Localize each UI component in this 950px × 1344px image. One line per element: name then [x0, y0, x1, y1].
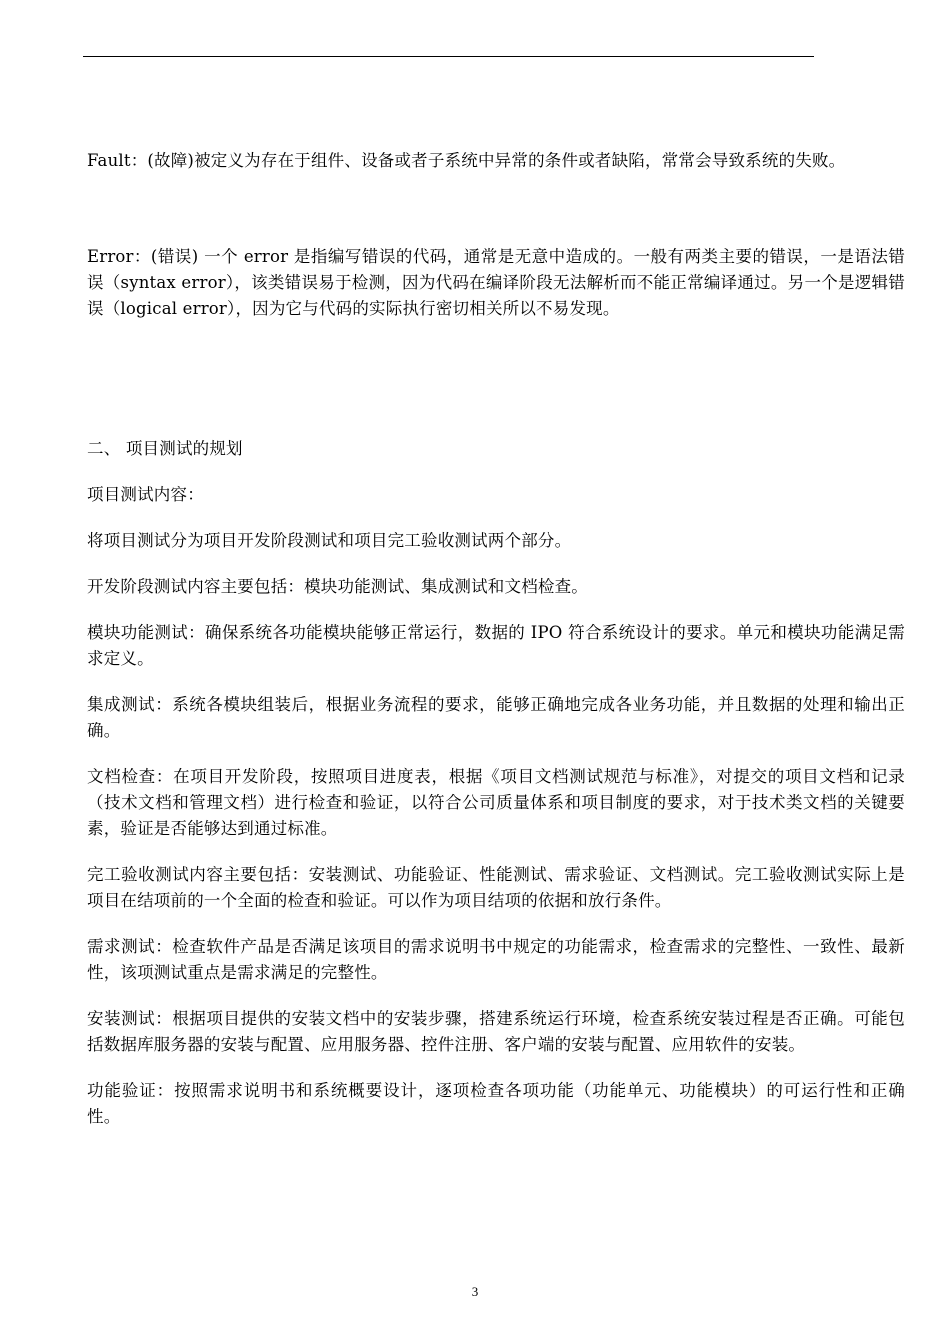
header-rule [83, 56, 814, 57]
paragraph-install: 安装测试：根据项目提供的安装文档中的安装步骤，搭建系统运行环境，检查系统安装过程是否正确。可能包括数据库服务器的安装与配置、应用服务器、控件注册、客户端的安装与配置、应用软件的安装。 [87, 1009, 905, 1054]
document-body [87, 148, 905, 1130]
paragraph-module-test: 模块功能测试：确保系统各功能模块能够正常运行，数据的 IPO 符合系统设计的要求。单元和模块功能满足需求定义。 [87, 623, 905, 668]
paragraph-integration: 集成测试：系统各模块组装后，根据业务流程的要求，能够正确地完成各业务功能，并且数据的处理和输出正确。 [87, 695, 905, 740]
paragraph-split: 将项目测试分为项目开发阶段测试和项目完工验收测试两个部分。 [87, 531, 572, 550]
page-number: 3 [471, 1284, 479, 1299]
paragraph-error: Error：(错误) 一个 error 是指编写错误的代码，通常是无意中造成的。一般有两类主要的错误，一是语法错误（syntax error），该类错误易于检测，因为代码在编译阶段无法解析而不能正常编译通过。另一个是逻辑错误（logical error），因为它与代码的实际执行密切相关所以不易发现。 [87, 247, 905, 318]
paragraph-dev-stage: 开发阶段测试内容主要包括：模块功能测试、集成测试和文档检查。 [87, 577, 588, 596]
paragraph-doc-check: 文档检查：在项目开发阶段，按照项目进度表，根据《项目文档测试规范与标准》，对提交的项目文档和记录（技术文档和管理文档）进行检查和验证，以符合公司质量体系和项目制度的要求，对于技术类文档的关键要素，验证是否能够达到通过标准。 [87, 767, 905, 838]
paragraph-content-title: 项目测试内容： [87, 485, 204, 504]
section-heading: 二、 项目测试的规划 [87, 439, 243, 458]
paragraph-fault: Fault：(故障)被定义为存在于组件、设备或者子系统中异常的条件或者缺陷，常常会导致系统的失败。 [87, 151, 846, 170]
paragraph-requirement: 需求测试：检查软件产品是否满足该项目的需求说明书中规定的功能需求，检查需求的完整性、一致性、最新性，该项测试重点是需求满足的完整性。 [87, 937, 905, 982]
paragraph-function: 功能验证：按照需求说明书和系统概要设计，逐项检查各项功能（功能单元、功能模块）的可运行性和正确性。 [87, 1081, 905, 1126]
paragraph-acceptance: 完工验收测试内容主要包括：安装测试、功能验证、性能测试、需求验证、文档测试。完工验收测试实际上是项目在结项前的一个全面的检查和验证。可以作为项目结项的依据和放行条件。 [87, 865, 905, 910]
